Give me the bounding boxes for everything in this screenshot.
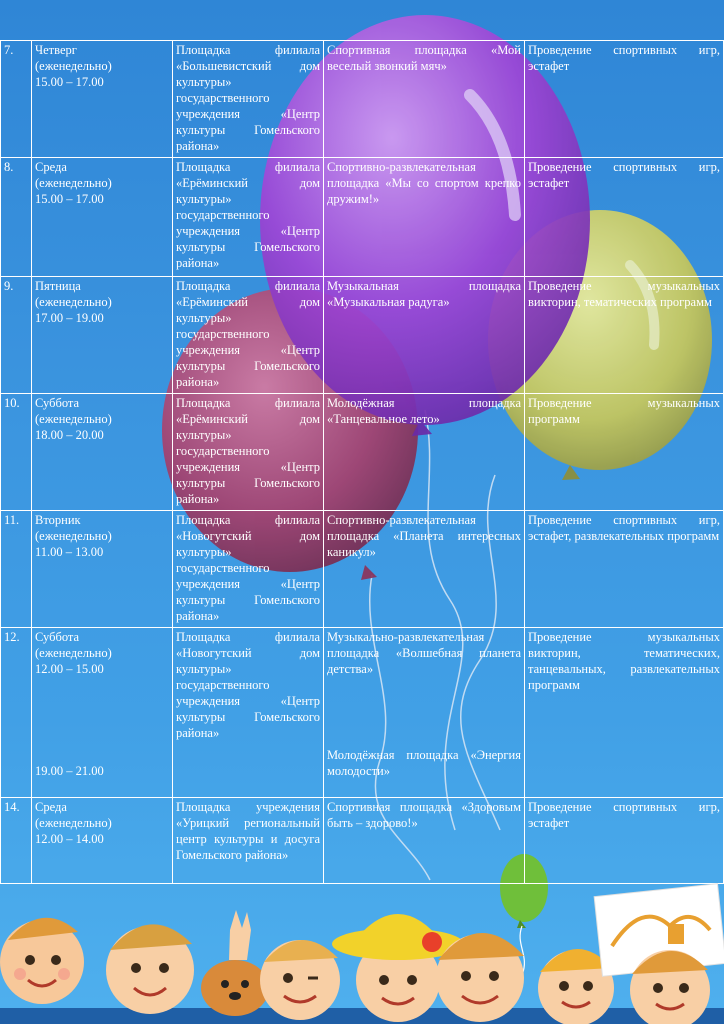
area-cell: Спортивная площадка «Мой веселый звонкий мяч» [324,41,525,158]
schedule-cell [32,628,173,798]
schedule-cell [32,41,173,158]
activity-cell: Проведение спортивных игр, эстафет [525,798,724,884]
table-row [1,511,724,628]
kid-face [106,924,194,1014]
activity-cell: Проведение спортивных игр, эстафет [525,41,724,158]
time-range: 15.00 – 17.00 [35,192,104,206]
table-row [1,41,724,158]
venue-cell: Площадка филиала «Новогутский дом культуры» государственного учреждения «Центр культуры Гомельского района» [173,628,324,798]
frequency: (еженедельно) [35,295,112,309]
time-range: 17.00 – 19.00 [35,311,104,325]
frequency: (еженедельно) [35,176,112,190]
table-row [1,798,724,884]
venue-cell: Площадка филиала «Ерёминский дом культуры» государственного учреждения «Центр культуры Гомельского района» [173,158,324,277]
area-name-evening: Молодёжная площадка «Энергия молодости» [327,748,521,778]
day-name: Вторник [35,513,81,527]
activity-cell: Проведение музыкальных викторин, тематических, танцевальных, развлекательных программ [525,628,724,798]
table-row [1,158,724,277]
day-name: Среда [35,800,67,814]
venue-cell: Площадка учреждения «Урицкий региональный центр культуры и досуга Гомельского района» [173,798,324,884]
schedule-cell [32,394,173,511]
frequency: (еженедельно) [35,412,112,426]
kids-illustration [0,880,724,1024]
venue-cell: Площадка филиала «Новогутский дом культуры» государственного учреждения «Центр культуры Гомельского района» [173,511,324,628]
area-cell: Спортивно-развлекательная площадка «Мы со спортом крепко дружим!» [324,158,525,277]
area-cell [324,628,525,798]
area-cell: Музыкальная площадка «Музыкальная радуга» [324,277,525,394]
area-cell: Молодёжная площадка «Танцевальное лето» [324,394,525,511]
frequency: (еженедельно) [35,816,112,830]
time-range: 15.00 – 17.00 [35,75,104,89]
schedule-cell [32,798,173,884]
day-name: Среда [35,160,67,174]
schedule-cell [32,158,173,277]
kid-face [0,918,84,1004]
schedule-cell [32,277,173,394]
row-number: 7. [1,41,32,158]
venue-cell: Площадка филиала «Ерёминский дом культуры» государственного учреждения «Центр культуры Гомельского района» [173,277,324,394]
day-name: Суббота [35,630,80,644]
row-number: 14. [1,798,32,884]
activity-cell: Проведение музыкальных программ [525,394,724,511]
frequency: (еженедельно) [35,59,112,73]
venue-cell: Площадка филиала «Ерёминский дом культуры» государственного учреждения «Центр культуры Гомельского района» [173,394,324,511]
time-range-evening: 19.00 – 21.00 [35,764,104,778]
table-row [1,628,724,798]
row-number: 10. [1,394,32,511]
schedule-cell [32,511,173,628]
kid-face [260,940,340,1020]
area-name: Музыкально-развлекательная площадка «Волшебная планета детства» [327,630,521,676]
time-range: 18.00 – 20.00 [35,428,104,442]
row-number: 11. [1,511,32,628]
activity-cell: Проведение спортивных игр, эстафет, развлекательных программ [525,511,724,628]
activity-cell: Проведение спортивных игр, эстафет [525,158,724,277]
venue-cell: Площадка филиала «Большевистский дом культуры» государственного учреждения «Центр культуры Гомельского района» [173,41,324,158]
row-number: 8. [1,158,32,277]
row-number: 9. [1,277,32,394]
area-cell: Спортивно-развлекательная площадка «Планета интересных каникул» [324,511,525,628]
area-cell: Спортивная площадка «Здоровым быть – здорово!» [324,798,525,884]
day-name: Суббота [35,396,80,410]
time-range: 12.00 – 15.00 [35,662,104,676]
day-name: Пятница [35,279,81,293]
schedule-table [0,40,724,884]
day-name: Четверг [35,43,77,57]
table-row [1,277,724,394]
activity-cell: Проведение музыкальных викторин, тематических программ [525,277,724,394]
frequency: (еженедельно) [35,646,112,660]
time-range: 11.00 – 13.00 [35,545,104,559]
frequency: (еженедельно) [35,529,112,543]
table-row [1,394,724,511]
puppy [201,960,269,1016]
row-number: 12. [1,628,32,798]
time-range: 12.00 – 14.00 [35,832,104,846]
